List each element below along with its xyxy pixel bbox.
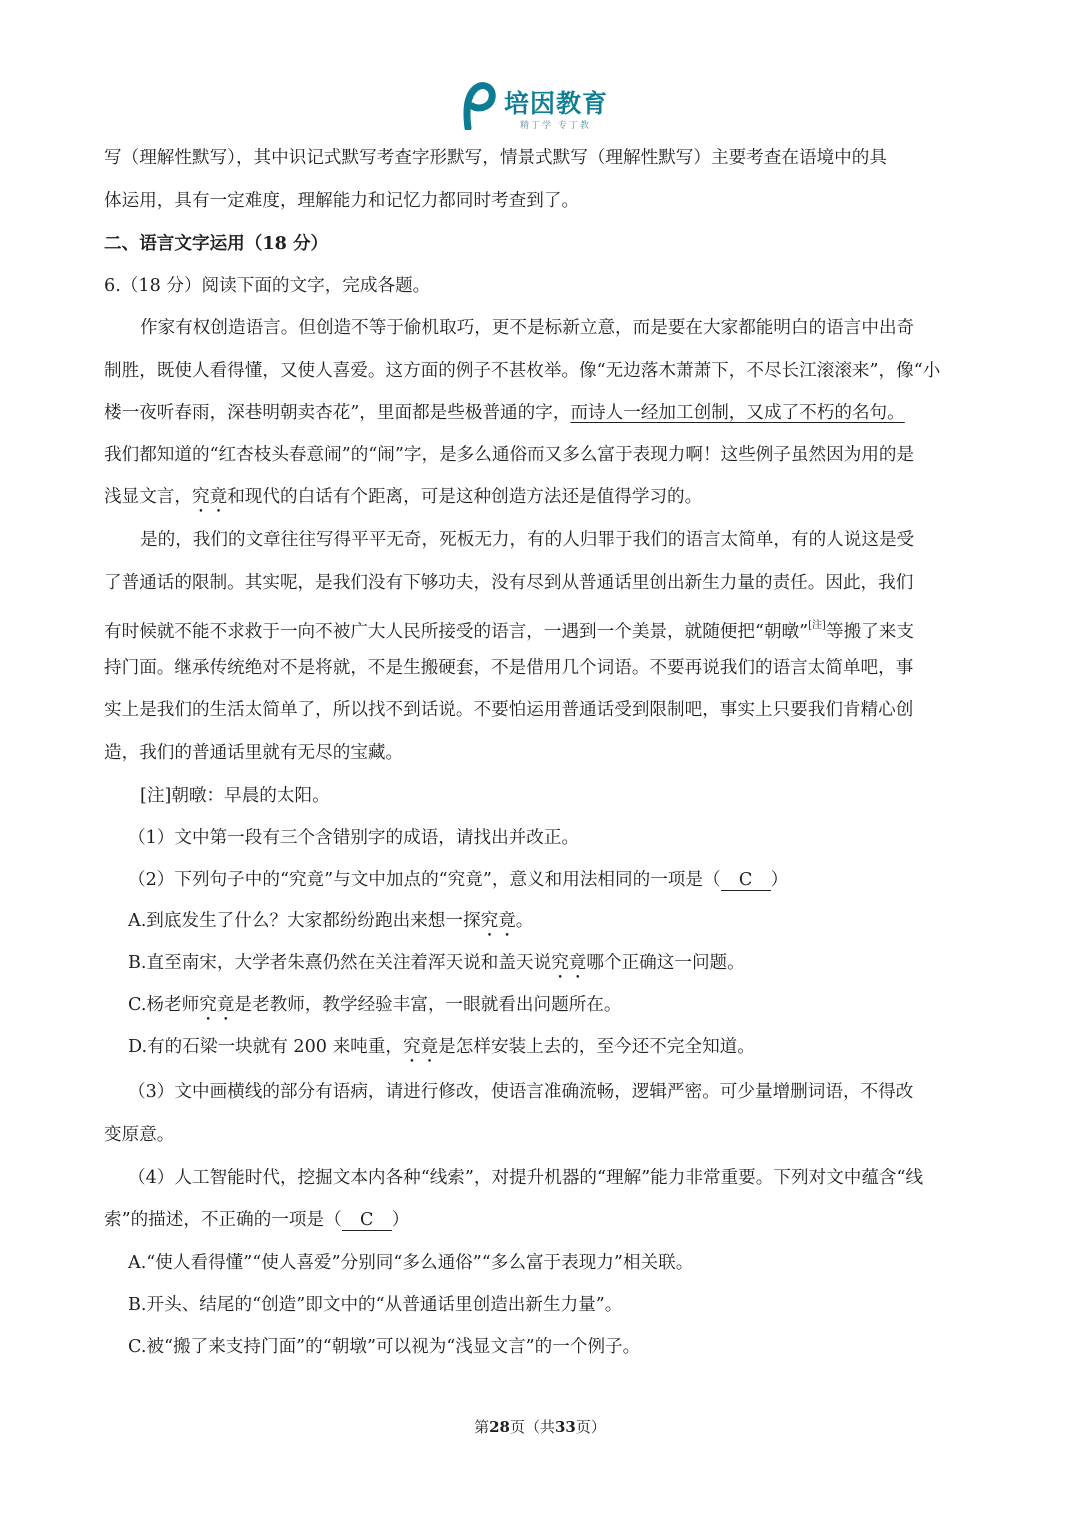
sub-question-2: （2）下列句子中的“究竟”与文中加点的“究竟”，意义和用法相同的一项是（ C ） (128, 870, 789, 890)
answer-blank: C (342, 1210, 392, 1231)
passage-line: 制胜，既使人看得懂，又使人喜爱。这方面的例子不甚枚举。像“无边落木萧萧下，不尽长江滚滚来”，像“小 (104, 361, 941, 381)
passage-line: 持门面。继承传统绝对不是将就，不是生搬硬套，不是借用几个词语。不要再说我们的语言太简单吧，事 (104, 658, 914, 678)
dotted-word: 究竟 (551, 953, 587, 973)
option-b: B.开头、结尾的“创造”即文中的“从普通话里创造出新生力量”。 (128, 1295, 623, 1315)
option-c: C.被“搬了来支持门面”的“朝墩”可以视为“浅显文言”的一个例子。 (128, 1337, 641, 1357)
question-title: 6.（18 分）阅读下面的文字，完成各题。 (104, 276, 431, 296)
underlined-sentence: 而诗人一经加工创制，又成了不朽的名句。 (570, 403, 905, 423)
passage-text: 和现代的白话有个距离，可是这种创造方法还是值得学习的。 (227, 487, 703, 507)
passage-line: 是的，我们的文章往往写得平平无奇，死板无力，有的人归罪于我们的语言太简单，有的人说这是受 (140, 530, 915, 550)
option-a: A.到底发生了什么？大家都纷纷跑出来想一探究竟。 (128, 911, 534, 931)
page-total: 33 (555, 1418, 576, 1436)
brand-name: 培因教育 (504, 89, 609, 118)
passage-line: 造，我们的普通话里就有无尽的宝藏。 (104, 743, 404, 763)
section-heading: 二、语言文字运用（18 分） (104, 233, 329, 254)
passage-text: 等搬了来支 (825, 622, 914, 642)
passage-line (104, 485, 702, 517)
page-number: 28 (489, 1418, 510, 1436)
text-line: 写（理解性默写），其中识记式默写考查字形默写，情景式默写（理解性默写）主要考查在语境中的具 (104, 148, 887, 168)
p-logo-icon (462, 82, 496, 130)
dotted-word: 究竟 (191, 487, 228, 507)
option-d: D.有的石梁一块就有 200 来吨重，究竟是怎样安装上去的，至今还不完全知道。 (128, 1037, 755, 1057)
dotted-word: 究竟 (480, 911, 516, 931)
sub-question-3-cont: 变原意。 (104, 1125, 175, 1145)
passage-text: 有时候就不能不求救于一向不被广大人民所接受的语言，一遇到一个美景，就随便把“朝暾” (104, 622, 809, 642)
text-line: 体运用，具有一定难度，理解能力和记忆力都同时考查到了。 (104, 191, 580, 211)
dotted-word: 究竟 (402, 1037, 439, 1057)
passage-line (104, 401, 905, 425)
option-c: C.杨老师究竟是老教师，教学经验丰富，一眼就看出问题所在。 (128, 995, 622, 1015)
passage-line: 了普通话的限制。其实呢，是我们没有下够功夫，没有尽到从普通话里创出新生力量的责任。因此，我们 (104, 573, 914, 593)
footnote-mark: [注] (808, 620, 826, 631)
passage-text: 浅显文言， (104, 487, 192, 507)
page-footer: 第28页（共33页） (474, 1418, 606, 1436)
passage-line: 实上是我们的生活太简单了，所以找不到话说。不要怕运用普通话受到限制吧，事实上只要我们肯精心创 (104, 700, 914, 720)
dotted-word: 究竟 (199, 995, 235, 1015)
sub-question-3: （3）文中画横线的部分有语病，请进行修改，使语言准确流畅，逻辑严密。可少量增删词语，不得改 (128, 1082, 914, 1102)
passage-text: 楼一夜听春雨，深巷明朝卖杏花”，里面都是些极普通的字， (104, 403, 571, 423)
passage-line (104, 614, 914, 644)
answer-blank: C (721, 870, 771, 891)
option-a: A.“使人看得懂”“使人喜爱”分别同“多么通俗”“多么富于表现力”相关联。 (128, 1253, 694, 1273)
passage-line: 我们都知道的“红杏枝头春意闹”的“闹”字，是多么通俗而又多么富于表现力啊！这些例子虽然因为用的是 (104, 445, 915, 465)
sub-question-4: （4）人工智能时代，挖掘文本内各种“线索”，对提升机器的“理解”能力非常重要。下列对文中蕴含“线 (128, 1168, 924, 1188)
footnote: [注]朝暾：早晨的太阳。 (140, 786, 330, 806)
option-b: B.直至南宋，大学者朱熹仍然在关注着浑天说和盖天说究竟哪个正确这一问题。 (128, 953, 745, 973)
sub-question-4-cont: 索”的描述，不正确的一项是（ C ） (104, 1210, 410, 1230)
sub-question-1: （1）文中第一段有三个含错别字的成语，请找出并改正。 (128, 828, 580, 848)
brand-slogan: 精丁学 专丁教 (520, 121, 591, 131)
brand-logo (462, 82, 632, 132)
passage-line: 作家有权创造语言。但创造不等于偷机取巧，更不是标新立意，而是要在大家都能明白的语言中出奇 (140, 318, 915, 338)
